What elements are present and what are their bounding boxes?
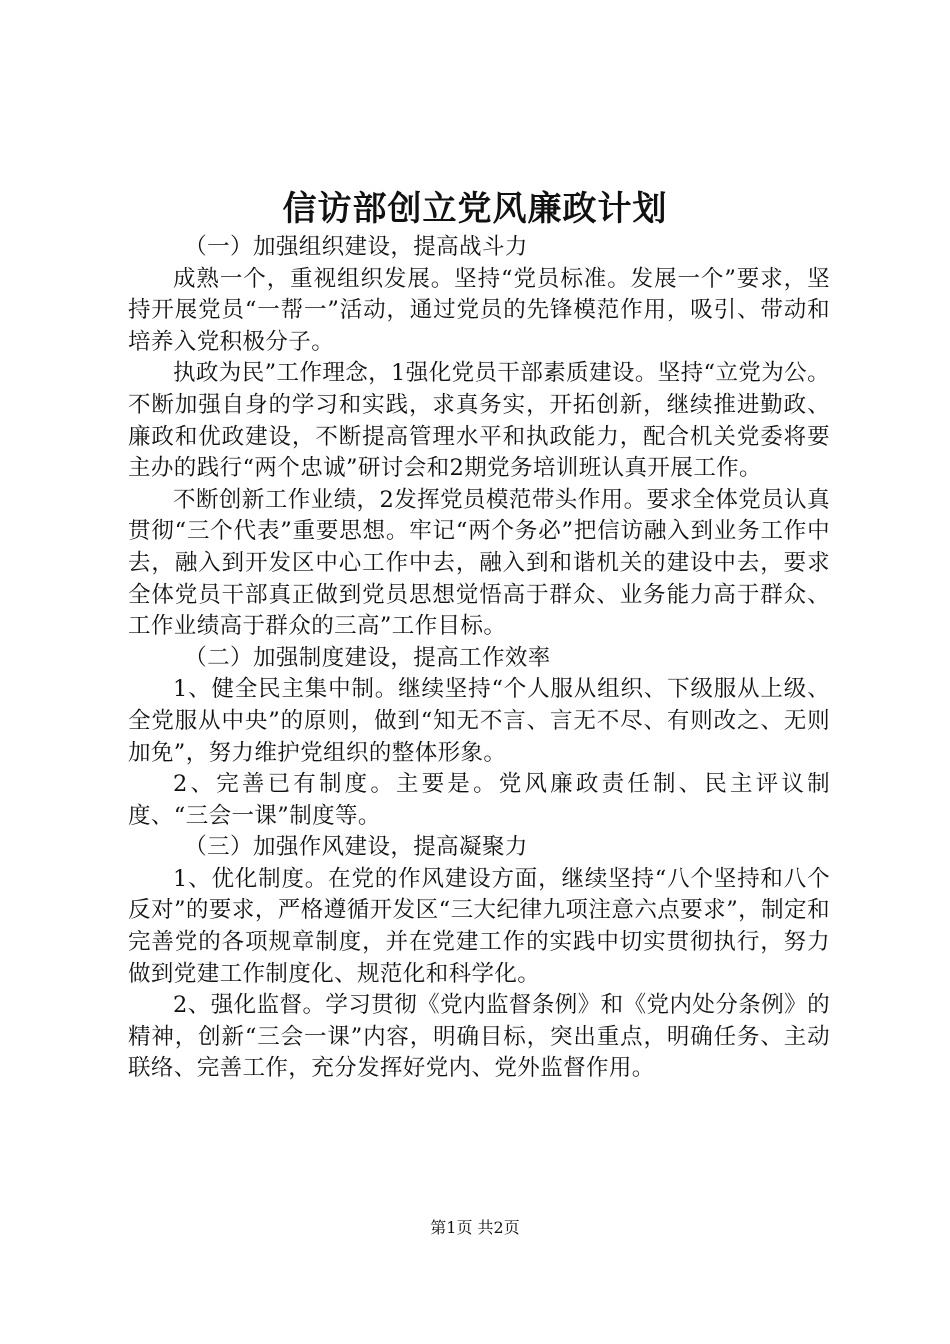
- page-number-footer: 第1页 共2页: [430, 1218, 520, 1237]
- paragraph: 执政为民”工作理念，1强化党员干部素质建设。坚持“立党为公。不断加强自身的学习和实践，求真务实，开拓创新，继续推进勤政、廉政和优政建设，不断提高管理水平和执政能力，配合机关党委将要主办的践行“两个忠诚”研讨会和2期党务培训班认真开展工作。: [128, 360, 830, 482]
- document-body: [128, 232, 830, 1085]
- paragraph: 成熟一个，重视组织发展。坚持“党员标准。发展一个”要求，坚持开展党员“一帮一”活动，通过党员的先锋模范作用，吸引、带动和培养入党积极分子。: [128, 265, 830, 355]
- section-heading: （三）加强作风建设，提高凝聚力: [184, 834, 528, 861]
- paragraph: 1、健全民主集中制。继续坚持“个人服从组织、下级服从上级、全党服从中央”的原则，做到“知无不言、言无不尽、有则改之、无则加免”，努力维护党组织的整体形象。: [128, 676, 830, 766]
- paragraph: 2、完善已有制度。主要是。党风廉政责任制、民主评议制度、“三会一课”制度等。: [128, 771, 830, 829]
- paragraph: 不断创新工作业绩，2发挥党员模范带头作用。要求全体党员认真贯彻“三个代表”重要思想。牢记“两个务必”把信访融入到业务工作中去，融入到开发区中心工作中去，融入到和谐机关的建设中去，要求全体党员干部真正做到党员思想觉悟高于群众、业务能力高于群众、工作业绩高于群众的三高”工作目标。: [128, 486, 830, 640]
- paragraph: 1、优化制度。在党的作风建设方面，继续坚持“八个坚持和八个反对”的要求，严格遵循开发区“三大纪律九项注意六点要求”，制定和完善党的各项规章制度，并在党建工作的实践中切实贯彻执行，努力做到党建工作制度化、规范化和科学化。: [128, 865, 830, 987]
- paragraph: 2、强化监督。学习贯彻《党内监督条例》和《党内处分条例》的精神，创新“三会一课”内容，明确目标，突出重点，明确任务、主动联络、完善工作，充分发挥好党内、党外监督作用。: [128, 992, 830, 1082]
- section-heading: （二）加强制度建设，提高工作效率: [184, 644, 551, 671]
- page-title: 信访部创立党风廉政计划: [282, 189, 668, 229]
- section-heading: （一）加强组织建设，提高战斗力: [184, 234, 528, 260]
